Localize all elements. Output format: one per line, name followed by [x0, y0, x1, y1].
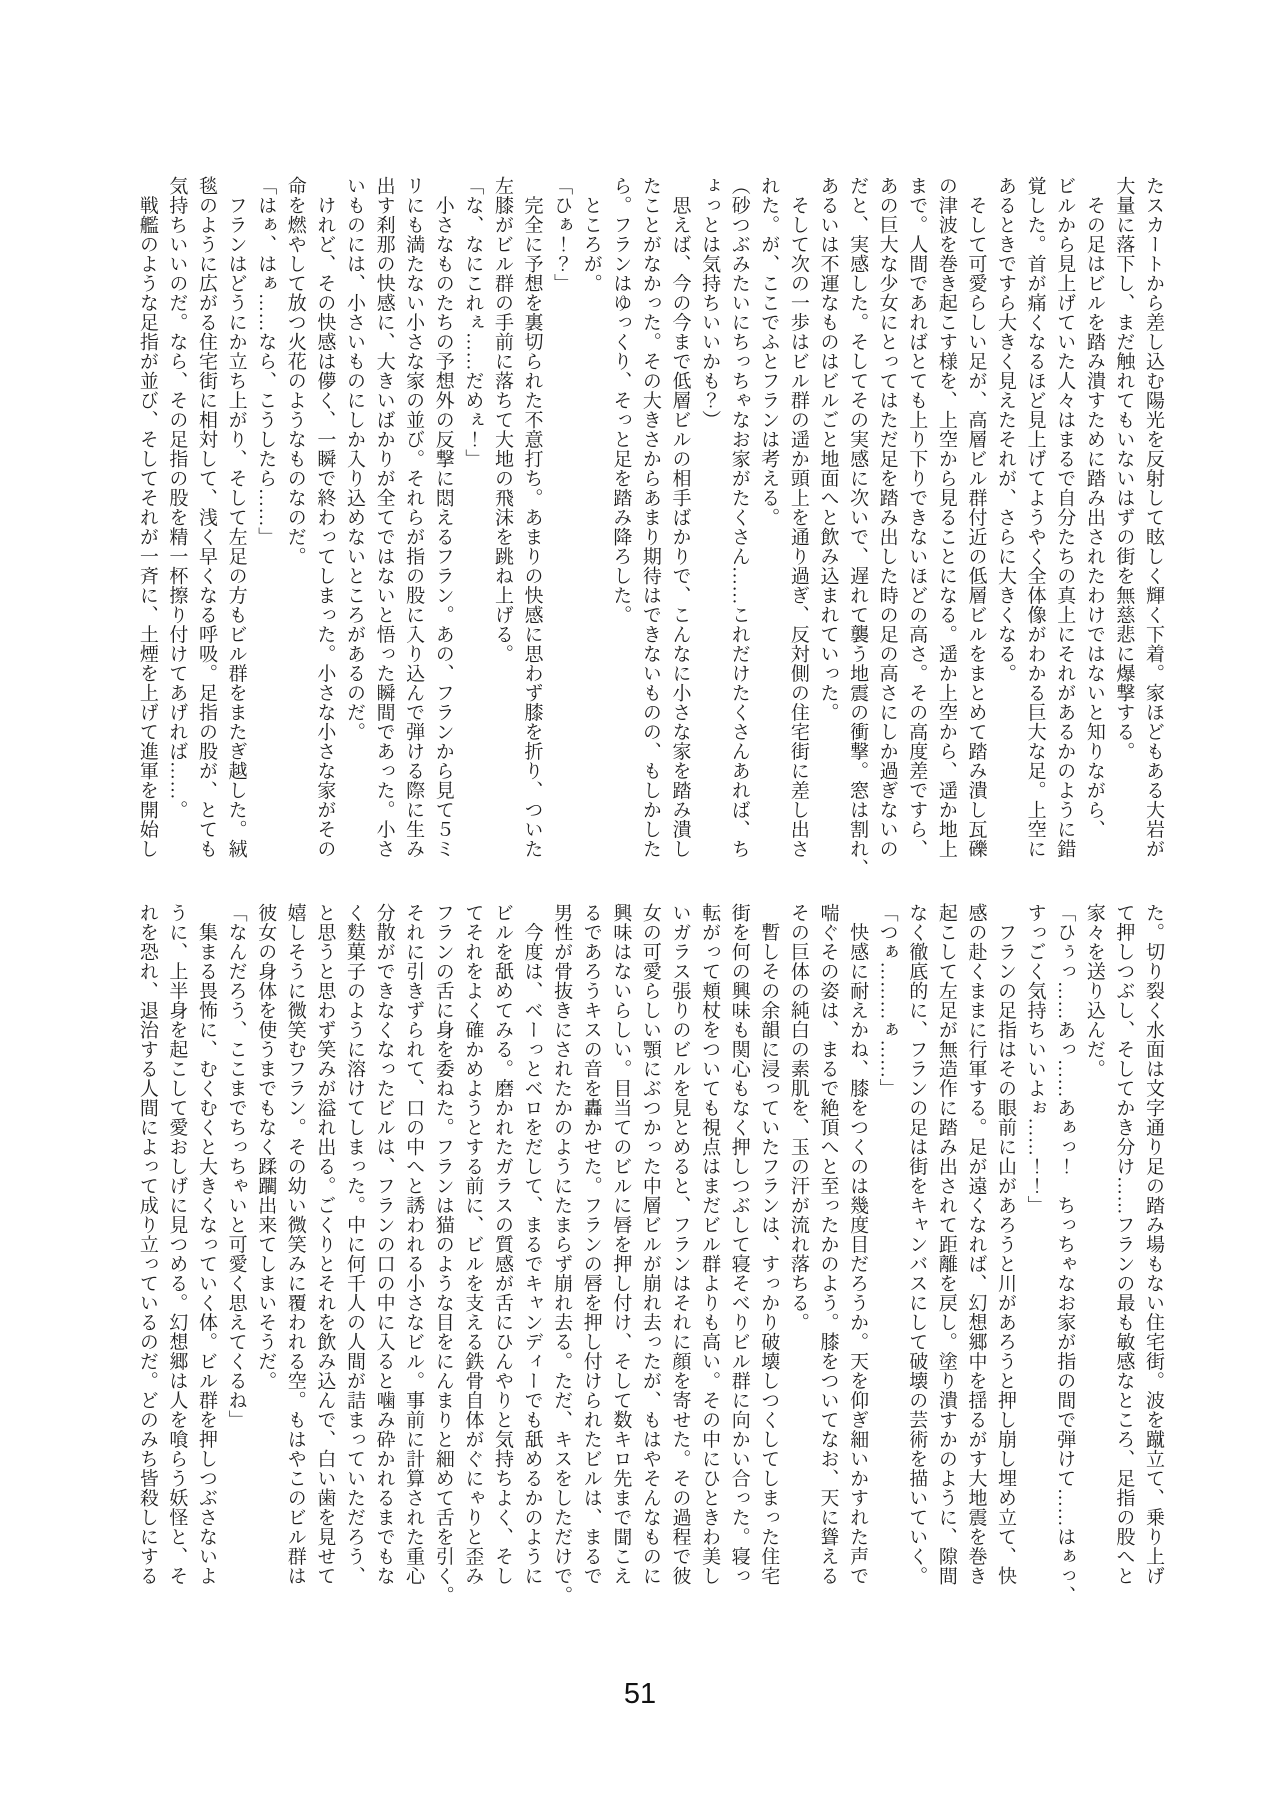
text-line: 分散ができなくなったビルは、フランの口の中に入ると噛み砕かれるまでもな — [373, 903, 395, 1586]
text-line: 喘ぐその姿は、まるで絶頂へと至ったかのよう。膝をついてなお、天に聳える — [817, 903, 839, 1586]
text-line: 思えば、今の今まで低層ビルの相手ばかりで、こんなに小さな家を踏み潰し — [669, 176, 691, 859]
text-line: 起こして左足が無造作に踏み出されて距離を戻し。塗り潰すかのように、隙間 — [935, 903, 957, 1586]
text-line: 大量に落下し、まだ触れてもいないはずの街を無慈悲に爆撃する。 — [1113, 176, 1135, 761]
text-line: それに引きずられて、口の中へと誘われる小さなビル。事前に計算された重心 — [403, 903, 425, 1586]
text-line: てそれをよく確かめようとする前に、ビルを支える鉄骨自体がぐにゃりと歪み — [462, 903, 484, 1586]
text-line: 左膝がビル群の手前に落ちて大地の飛沫を跳ね上げる。 — [491, 176, 513, 664]
text-line: フランの足指はその眼前に山があろうと川があろうと押し崩し埋め立て、快 — [995, 903, 1017, 1586]
text-line: だと、実感した。そしてその実感に次いで、遅れて襲う地震の衝撃。窓は割れ、 — [847, 176, 869, 878]
text-line: 毯のように広がる住宅街に相対して、浅く早くなる呼吸。足指の股が、とても — [196, 176, 217, 859]
text-line: あるいは不運なものはビルごと地面へと飲み込まれていった。 — [817, 176, 839, 722]
text-line: なく徹底的に、フランの足は街をキャンバスにして破壊の芸術を描いていく。 — [906, 903, 928, 1586]
text-line: うに、上半身を起こして愛おしげに見つめる。幻想郷は人を喰らう妖怪と、そ — [166, 903, 188, 1586]
text-line: まで。人間であればとても上り下りできないほどの高さ。その高度差ですら、 — [906, 176, 928, 859]
text-line: 気持ちいいのだ。なら、その足指の股を精一杯擦り付けてあげれば……。 — [166, 176, 188, 820]
text-line: その足はビルを踏み潰すために踏み出されたわけではないと知りながら、 — [1083, 176, 1105, 839]
text-line: （砂つぶみたいにちっちゃなお家がたくさん……これだけたくさんあれば、ち — [728, 176, 750, 859]
text-line: リにも満たない小さな家の並び。それらが指の股に入り込んで弾ける際に生み — [403, 176, 425, 859]
text-line: ビルから見上げていた人々はまるで自分たちの真上にそれがあるかのように錯 — [1054, 176, 1076, 859]
text-line: そして次の一歩はビル群の遥か頭上を通り過ぎ、反対側の住宅街に差し出さ — [787, 176, 809, 859]
text-line: フランの舌に身を委ねた。フランは猫のような目をにんまりと細めて舌を引く。 — [432, 903, 454, 1605]
text-line: ょっとは気持ちいいかも？） — [699, 176, 721, 430]
text-line: るであろうキスの音を轟かせた。フランの唇を押し付けられたビルは、まるで — [580, 903, 602, 1586]
text-line: すっごく気持ちいいよぉ……！！」 — [1024, 903, 1046, 1215]
text-line: 「な、なにこれぇ……だめぇ！」 — [462, 176, 484, 469]
text-line: く麩菓子のように溶けてしまった。中に何千人の人間が詰まっていただろう、 — [343, 903, 365, 1586]
page-number: 51 — [623, 1678, 657, 1710]
text-line: た。切り裂く水面は文字通り足の踏み場もない住宅街。波を蹴立て、乗り上げ — [1143, 903, 1164, 1586]
text-line: たことがなかった。その大きさからあまり期待はできないものの、もしかした — [639, 176, 661, 859]
text-line: 「つぁ………ぁ……」 — [876, 903, 898, 1098]
text-line: 興味はないらしい。目当てのビルに唇を押し付け、そして数キロ先まで聞こえ — [610, 903, 632, 1586]
text-line: けれど、その快感は儚く、一瞬で終わってしまった。小さな小さな家がその — [314, 176, 336, 859]
text-line: 命を燃やして放つ火花のようなものなのだ。 — [284, 176, 306, 566]
text-line: 「ひぁ！？」 — [551, 176, 573, 293]
text-line: 感の赴くままに行軍する。足が遠くなれば、幻想郷中を揺るがす大地震を巻き — [965, 903, 987, 1586]
text-line: いガラス張りのビルを見とめると、フランはそれに顔を寄せた。その過程で彼 — [669, 903, 691, 1586]
text-line: 「はぁ、はぁ……なら、こうしたら……」 — [255, 176, 277, 547]
text-line: 「ひぅっ……あっ……あぁっ！ ちっちゃなお家が指の間で弾けて……はぁっ、 — [1054, 903, 1076, 1605]
text-line: 出す刹那の快感に、大きいばかりが全てではないと悟った瞬間であった。小さ — [373, 176, 395, 859]
text-line: 今度は、ベーっとベロをだして、まるでキャンディーでも舐めるかのように — [521, 903, 543, 1586]
text-line: ビルを舐めてみる。磨かれたガラスの質感が舌にひんやりと気持ちよく、そし — [491, 903, 513, 1586]
text-line: 転がって頬杖をついても視点はまだビル群よりも高い。その中にひときわ美し — [699, 903, 721, 1586]
text-line: ところが。 — [580, 176, 602, 293]
text-line: その巨体の純白の素肌を、玉の汗が流れ落ちる。 — [787, 903, 809, 1332]
text-line: 嬉しそうに微笑むフラン。その幼い微笑みに覆われる空。もはやこのビル群は — [284, 903, 306, 1586]
text-line: 「なんだろう、ここまでちっちゃいと可愛く思えてくるね」 — [225, 903, 247, 1430]
text-line: フランはどうにか立ち上がり、そして左足の方もビル群をまたぎ越した。絨 — [225, 176, 247, 859]
text-line: 家々を送り込んだ。 — [1083, 903, 1105, 1079]
text-line: 暫しその余韻に浸っていたフランは、すっかり破壊しつくしてしまった住宅 — [758, 903, 780, 1586]
text-line: て押しつぶし、そしてかき分け……フランの最も敏感なところ、足指の股へと — [1113, 903, 1135, 1586]
text-line: 女の可愛らしい顎にぶつかった中層ビルが崩れ去ったが、もはやそんなものに — [639, 903, 661, 1586]
text-line: れた。が、ここでふとフランは考える。 — [758, 176, 780, 527]
text-line: 集まる畏怖に、むくむくと大きくなっていく体。ビル群を押しつぶさないよ — [196, 903, 217, 1586]
top-text-block — [132, 176, 1168, 906]
text-line: 男性が骨抜きにされたかのようにたまらず崩れ去る。ただ、キスをしただけで。 — [551, 903, 573, 1605]
text-line: あるときですら大きく見えたそれが、さらに大きくなる。 — [995, 176, 1017, 683]
text-line: いものには、小さいものにしか入り込めないところがあるのだ。 — [343, 176, 365, 742]
text-line: れを恐れ、退治する人間によって成り立っているのだ。どのみち皆殺しにする — [136, 903, 158, 1586]
text-line: と思うと思わず笑みが溢れ出る。ごくりとそれを飲み込んで、白い歯を見せて — [314, 903, 336, 1586]
text-line: 街を何の興味も関心もなく押しつぶして寝そべりビル群に向かい合った。寝っ — [728, 903, 750, 1586]
text-line: 彼女の身体を使うまでもなく蹂躙出来てしまいそうだ。 — [255, 903, 277, 1391]
text-line: たスカートから差し込む陽光を反射して眩しく輝く下着。家ほどもある大岩が — [1143, 176, 1164, 859]
text-line: あの巨大な少女にとってはただ足を踏み出した時の足の高さにしか過ぎないの — [876, 176, 898, 859]
text-line: 戦艦のような足指が並び、そしてそれが一斉に、土煙を上げて進軍を開始し — [136, 176, 158, 859]
bottom-text-block — [132, 903, 1168, 1648]
text-line: 快感に耐えかね、膝をつくのは幾度目だろうか。天を仰ぎ細いかすれた声で — [847, 903, 869, 1586]
text-line: の津波を巻き起こす様を、上空から見ることになる。遥か上空から、遥か地上 — [935, 176, 957, 859]
text-line: そして可愛らしい足が、高層ビル群付近の低層ビルをまとめて踏み潰し瓦礫 — [965, 176, 987, 859]
text-line: 完全に予想を裏切られた不意打ち。あまりの快感に思わず膝を折り、ついた — [521, 176, 543, 859]
text-line: ら。フランはゆっくり、そっと足を踏み降ろした。 — [610, 176, 632, 625]
text-line: 覚した。首が痛くなるほど見上げてようやく全体像がわかる巨大な足。上空に — [1024, 176, 1046, 859]
text-line: 小さなものたちの予想外の反撃に悶えるフラン。あの、フランから見て５ミ — [432, 176, 454, 859]
